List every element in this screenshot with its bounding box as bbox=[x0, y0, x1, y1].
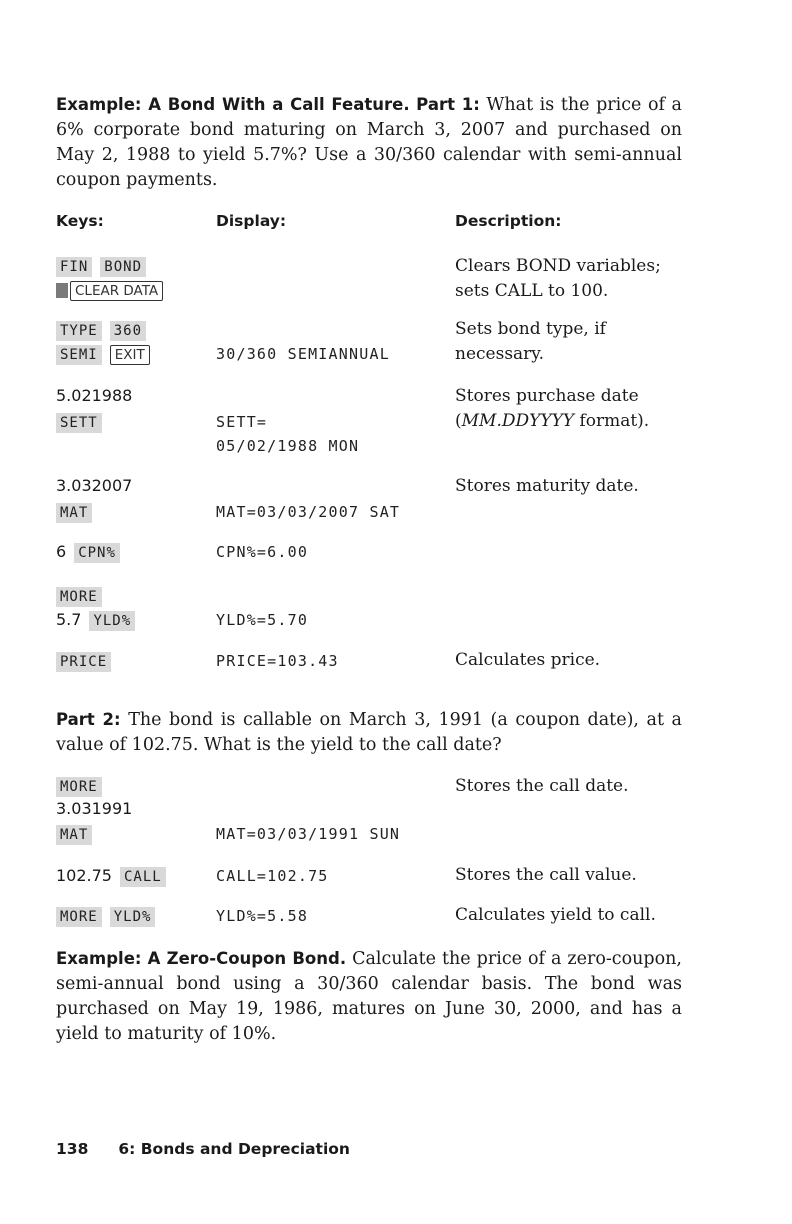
entry-value: 3.032007 bbox=[56, 476, 133, 495]
clear-data-key: CLEAR DATA bbox=[70, 281, 163, 301]
semi-key: SEMI bbox=[56, 345, 102, 365]
keys-cell bbox=[56, 584, 102, 608]
entry-value: 3.031991 bbox=[56, 799, 133, 818]
cpn-percent-key: CPN% bbox=[74, 543, 120, 563]
example-1-paragraph bbox=[56, 92, 682, 193]
keys-cell bbox=[56, 864, 166, 888]
display-readout: SETT= bbox=[216, 413, 268, 431]
keys-cell bbox=[56, 342, 150, 366]
mat-key: MAT bbox=[56, 503, 92, 523]
display-header: Display: bbox=[216, 212, 287, 230]
more-key: MORE bbox=[56, 777, 102, 797]
display-readout: YLD%=5.58 bbox=[216, 907, 309, 925]
description-line: Stores the call value. bbox=[455, 865, 637, 885]
display-readout: MAT=03/03/2007 SAT bbox=[216, 503, 401, 521]
example-1-text: What is the price of a 6% corporate bond maturing on March 3, 2007 and purchased on May 2, 1988 to yield 5.7%? Use a 30/360 calendar with semi-annual coupon payments. bbox=[56, 95, 682, 190]
keys-cell bbox=[56, 254, 146, 278]
keys-cell bbox=[56, 540, 120, 564]
entry-value: 5.021988 bbox=[56, 386, 133, 405]
keys-cell bbox=[56, 904, 155, 928]
price-key: PRICE bbox=[56, 652, 111, 672]
type-key: TYPE bbox=[56, 321, 102, 341]
example-2-paragraph bbox=[56, 946, 682, 1047]
fin-key: FIN bbox=[56, 257, 92, 277]
display-readout: CALL=102.75 bbox=[216, 867, 329, 885]
example-1-title: Example: A Bond With a Call Feature. bbox=[56, 95, 410, 114]
yld-percent-key: YLD% bbox=[89, 611, 135, 631]
part-1-label: Part 1: bbox=[416, 95, 480, 114]
entry-value: 5.7 bbox=[56, 610, 82, 629]
description-line: Stores the call date. bbox=[455, 776, 629, 796]
yld-percent-key: YLD% bbox=[110, 907, 156, 927]
display-readout: CPN%=6.00 bbox=[216, 543, 309, 561]
display-readout: YLD%=5.70 bbox=[216, 611, 309, 629]
shift-key-icon bbox=[56, 283, 68, 298]
display-readout: PRICE=103.43 bbox=[216, 652, 339, 670]
page-footer bbox=[56, 1140, 350, 1158]
360-key: 360 bbox=[110, 321, 146, 341]
part-2-paragraph bbox=[56, 707, 682, 758]
section-title: 6: Bonds and Depreciation bbox=[118, 1140, 350, 1158]
more-key: MORE bbox=[56, 907, 102, 927]
keys-cell bbox=[56, 278, 163, 302]
description-line: sets CALL to 100. bbox=[455, 281, 609, 301]
display-readout: MAT=03/03/1991 SUN bbox=[216, 825, 401, 843]
sett-key: SETT bbox=[56, 413, 102, 433]
display-readout: 30/360 SEMIANNUAL bbox=[216, 345, 390, 363]
page-number: 138 bbox=[56, 1140, 89, 1158]
exit-key: EXIT bbox=[110, 345, 150, 365]
description-line: Stores purchase date bbox=[455, 386, 639, 406]
more-key: MORE bbox=[56, 587, 102, 607]
description-line: Stores maturity date. bbox=[455, 476, 639, 496]
entry-value: 6 bbox=[56, 542, 67, 561]
bond-key: BOND bbox=[100, 257, 146, 277]
description-line: Clears BOND variables; bbox=[455, 256, 661, 276]
description-line: Calculates yield to call. bbox=[455, 905, 656, 925]
description-line: Sets bond type, if bbox=[455, 319, 606, 339]
call-key: CALL bbox=[120, 867, 166, 887]
mat-key: MAT bbox=[56, 825, 92, 845]
description-line: (MM.DDYYYY format). bbox=[455, 411, 650, 431]
keys-cell bbox=[56, 318, 146, 342]
keys-cell bbox=[56, 410, 102, 434]
keys-header: Keys: bbox=[56, 212, 104, 230]
description-line: necessary. bbox=[455, 344, 545, 364]
description-line: Calculates price. bbox=[455, 650, 601, 670]
example-2-title: Example: A Zero-Coupon Bond. bbox=[56, 949, 347, 968]
keys-cell bbox=[56, 649, 111, 673]
keys-cell bbox=[56, 608, 135, 632]
keys-cell bbox=[56, 774, 102, 798]
keys-cell bbox=[56, 500, 92, 524]
keys-cell bbox=[56, 822, 92, 846]
part-2-text: The bond is callable on March 3, 1991 (a coupon date), at a value of 102.75. What is the yield to the call date? bbox=[56, 710, 682, 755]
display-readout: 05/02/1988 MON bbox=[216, 437, 360, 455]
example-2-text: Calculate the price of a zero-coupon, semi-annual bond using a 30/360 calendar basis. The bond was purchased on May 19, 1986, matures on June 30, 2000, and has a yield to maturity of 10%. bbox=[56, 949, 682, 1044]
entry-value: 102.75 bbox=[56, 866, 112, 885]
description-header: Description: bbox=[455, 212, 562, 230]
part-2-label: Part 2: bbox=[56, 710, 121, 729]
